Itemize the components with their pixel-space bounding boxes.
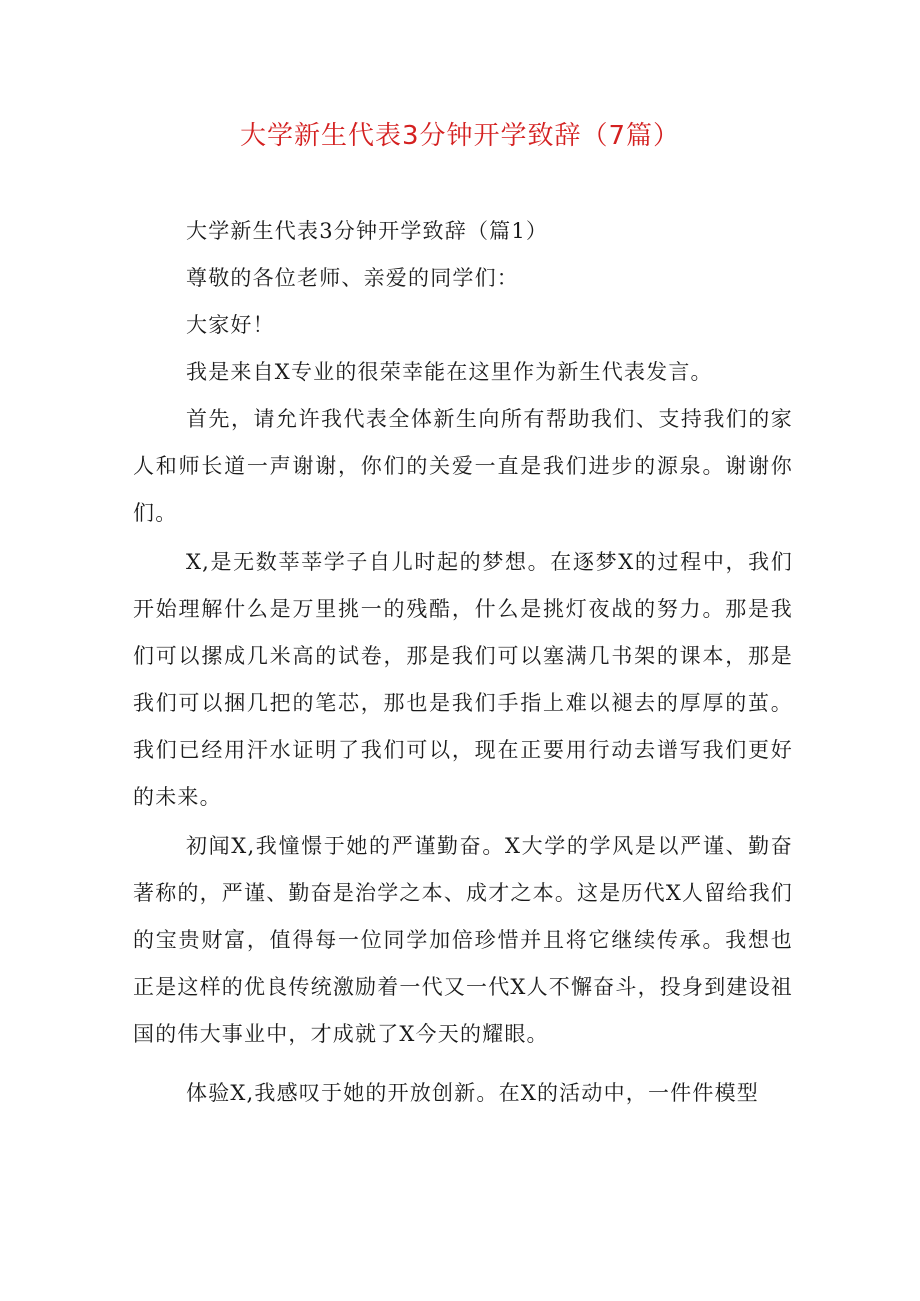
salutation: 尊敬的各位老师、亲爱的同学们：	[186, 266, 519, 290]
paragraph: 首先，请允许我代表全体新生向所有帮助我们、支持我们的家人和师长道一声谢谢，你们的关爱一直是我们进步的源泉。谢谢你们。	[133, 407, 793, 525]
document-title: 大学新生代表3分钟开学致辞（7篇）	[239, 121, 681, 151]
section-heading: 大学新生代表3分钟开学致辞（篇1）	[186, 219, 549, 243]
greeting: 大家好！	[186, 313, 275, 337]
document-body	[133, 208, 793, 1117]
paragraph: 初闻X,我憧憬于她的严谨勤奋。X大学的学风是以严谨、勤奋著称的，严谨、勤奋是治学之本、成才之本。这是历代X人留给我们的宝贵财富，值得每一位同学加倍珍惜并且将它继续传承。我想也正是这样的优良传统激励着一代又一代X人不懈奋斗，投身到建设祖国的伟大事业中，才成就了X今天的耀眼。	[133, 834, 793, 1046]
paragraph: 体验X,我感叹于她的开放创新。在X的活动中，一件件模型	[186, 1081, 759, 1105]
paragraph: X,是无数莘莘学子自儿时起的梦想。在逐梦X的过程中，我们开始理解什么是万里挑一的残酷，什么是挑灯夜战的努力。那是我们可以摞成几米高的试卷，那是我们可以塞满几书架的课本，那是我们可以捆几把的笔芯，那也是我们手指上难以褪去的厚厚的茧。我们已经用汗水证明了我们可以，现在正要用行动去谱写我们更好的未来。	[133, 550, 793, 809]
paragraph: 我是来自X专业的很荣幸能在这里作为新生代表发言。	[186, 360, 713, 384]
